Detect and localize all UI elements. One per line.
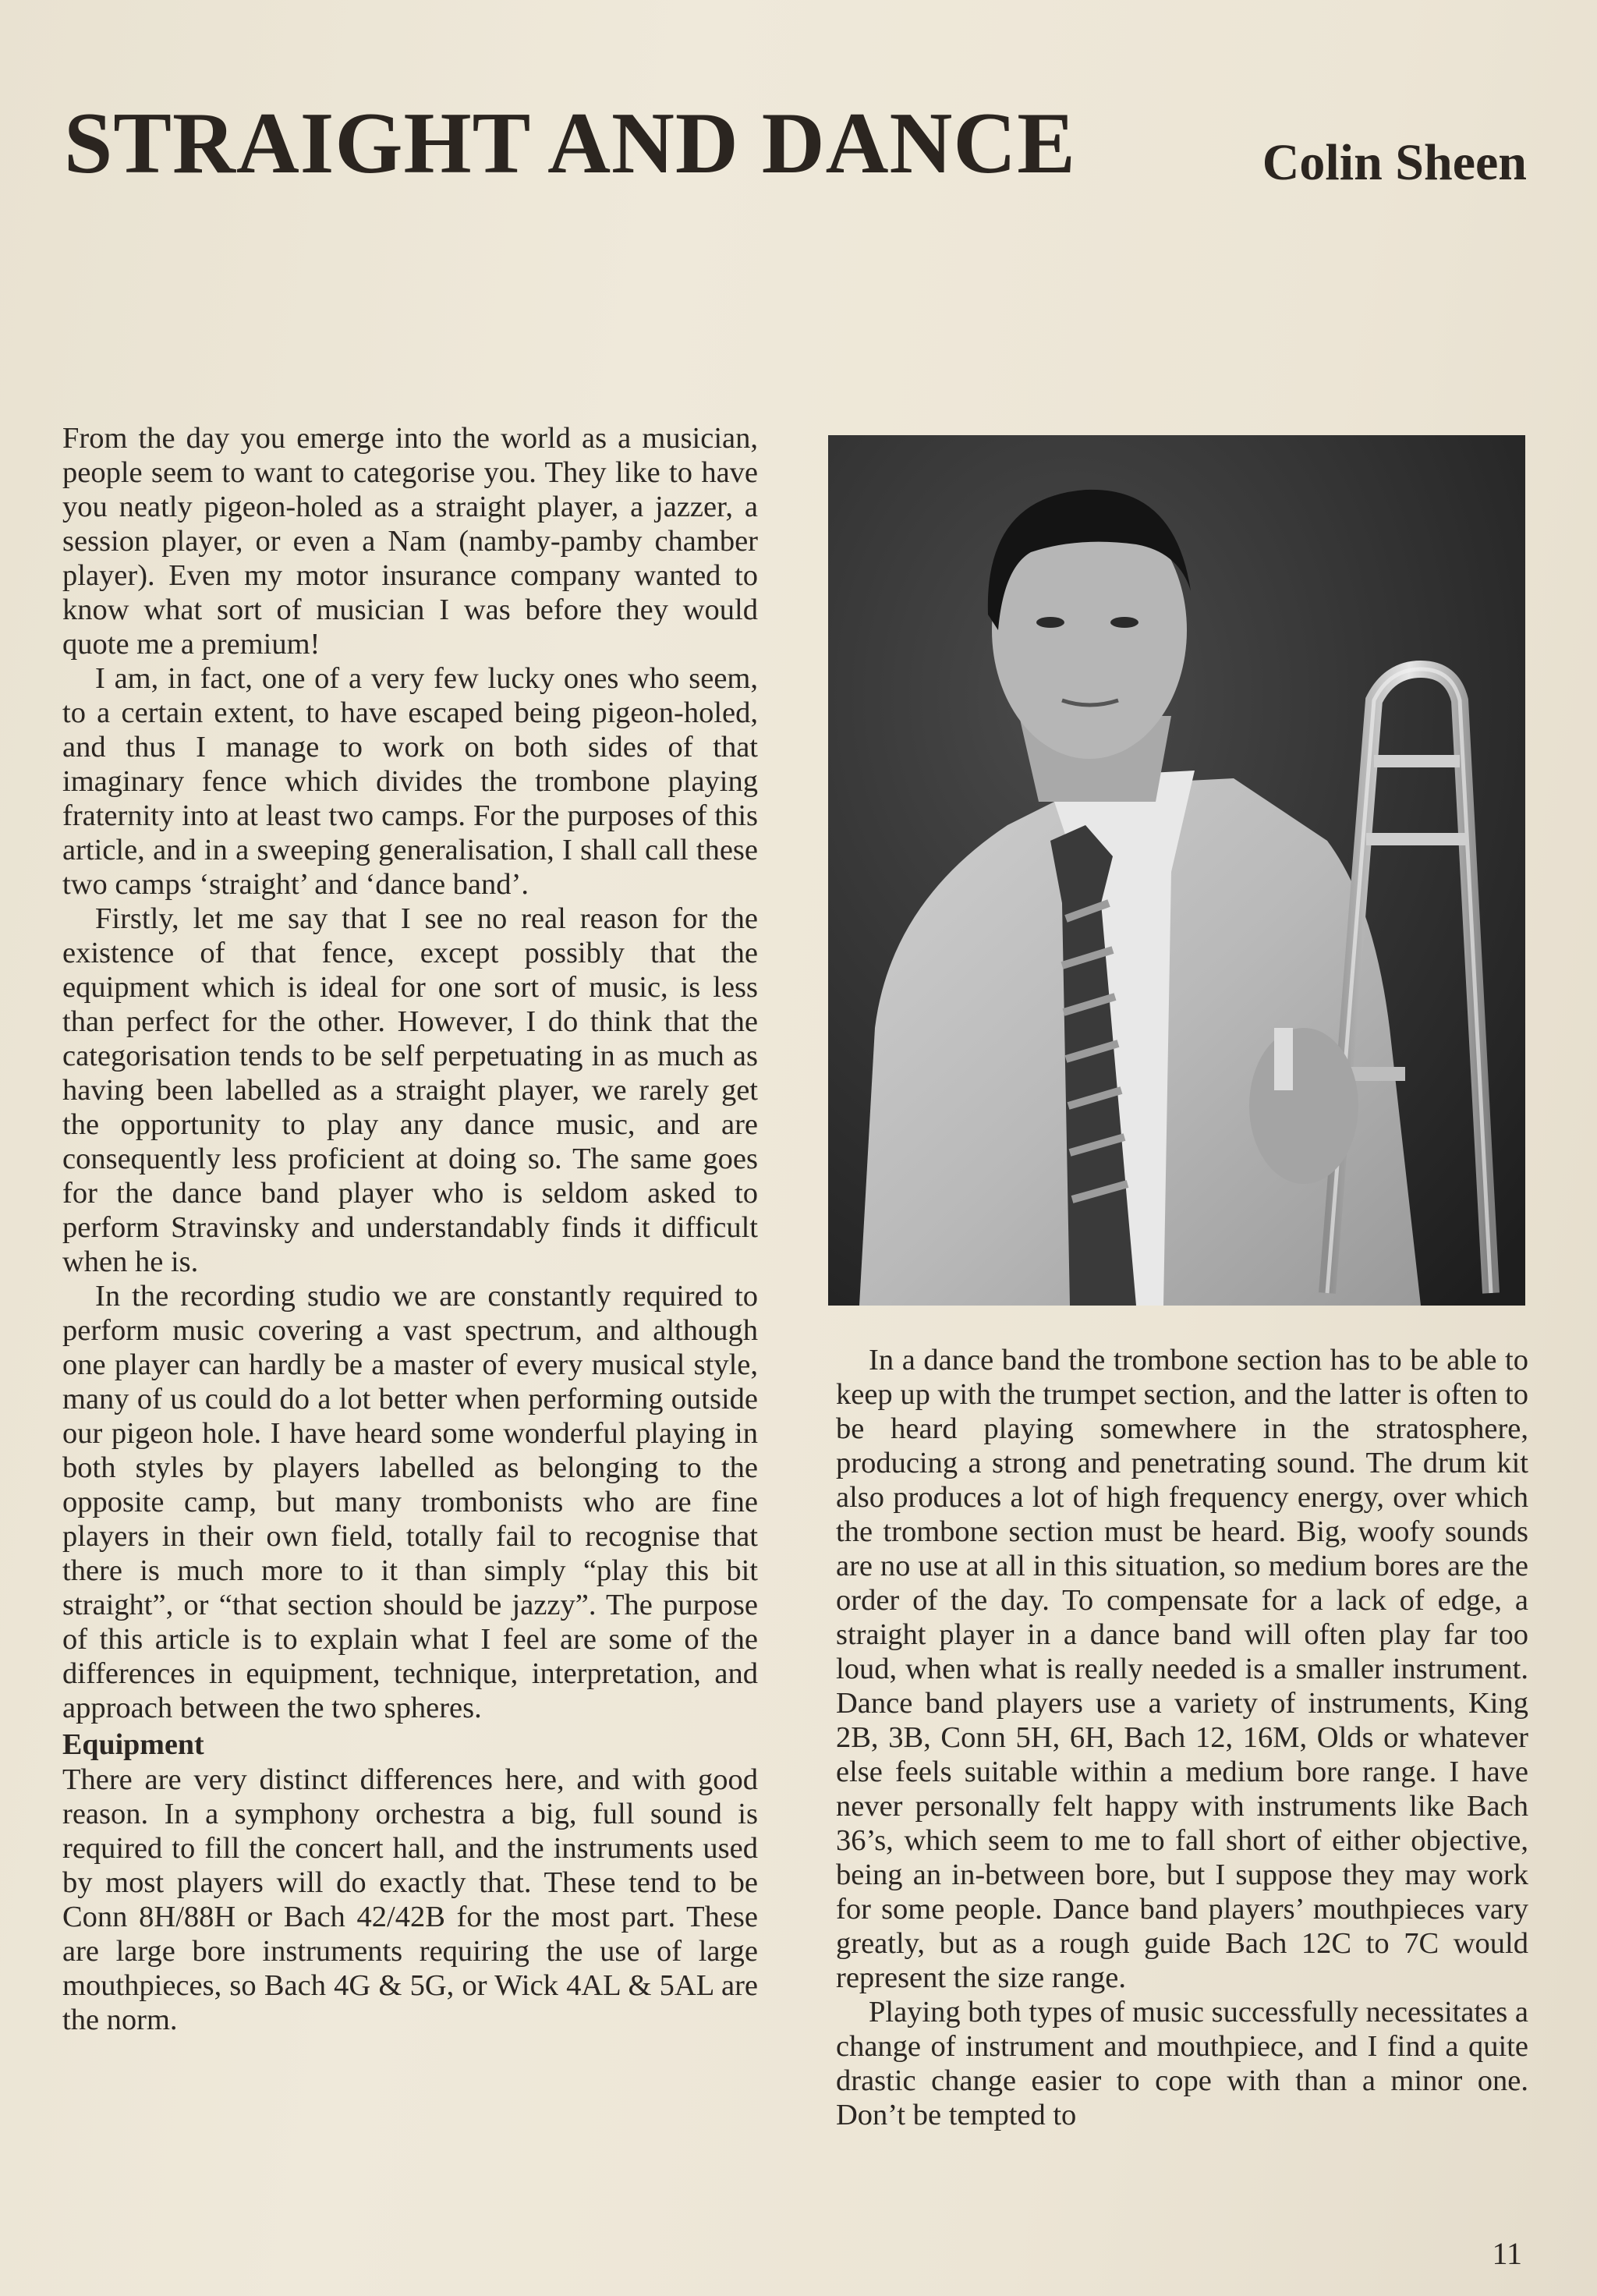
body-paragraph: In the recording studio we are constantly required to perform music covering a vast spectrum, and although one player can hardly be a master of every musical style, many of us could do a lot better when performing outside our pigeon hole. I have heard some wonderful playing in both styles by players labelled as belonging to the opposite camp, but many trombonists who are fine players in their own field, totally fail to recognise that there is much more to it than simply “play this bit straight”, or “that section should be jazzy”. The purpose of this article is to explain what I feel are some of the differences in equipment, technique, interpretation, and approach between the two spheres. [62, 1280, 758, 1724]
body-paragraph: I am, in fact, one of a very few lucky ones who seem, to a certain extent, to have escaped being pigeon-holed, and thus I manage to work on both sides of that imaginary fence which divides the trombone playing fraternity into at least two camps. For the purposes of this article, and in a sweeping generalisation, I shall call these two camps ‘straight’ and ‘dance band’. [62, 662, 758, 901]
body-paragraph: Playing both types of music successfully necessitates a change of instrument and mouthpiece, and I find a quite drastic change easier to cope with than a minor one. Don’t be tempted to [836, 1996, 1528, 2131]
body-paragraph: In a dance band the trombone section has to be able to keep up with the trumpet section, and the latter is often to be heard playing somewhere in the stratosphere, producing a strong and penetrating sound. The drum kit also produces a lot of high frequency energy, over which the trombone section must be heard. Big, woofy sounds are no use at all in this situation, so medium bores are the order of the day. To compensate for a lack of edge, a straight player in a dance band will often play far too loud, when what is really needed is a smaller instrument. Dance band players use a variety of instruments, King 2B, 3B, Conn 5H, 6H, Bach 12, 16M, Olds or whatever else feels suitable within a medium bore range. I have never personally felt happy with instruments like Bach 36’s, which seem to me to fall short of either objective, being an in-between bore, but I suppose they may work for some people. Dance band players’ mouthpieces vary greatly, but as a rough guide Bach 12C to 7C would represent the size range. [836, 1344, 1528, 1994]
article-title: STRAIGHT AND DANCE [64, 95, 1076, 192]
article-author: Colin Sheen [1262, 134, 1527, 191]
left-text-column [62, 421, 758, 2037]
body-paragraph: Firstly, let me say that I see no real reason for the existence of that fence, except possibly that the equipment which is ideal for one sort of music, is less than perfect for the other. However, I do think that the categorisation tends to be self perpetuating in as much as having been labelled as a straight player, we rarely get the opportunity to play any dance music, and are consequently less proficient at doing so. The same goes for the dance band player who is seldom asked to perform Stravinsky and understandably finds it difficult when he is. [62, 902, 758, 1278]
body-paragraph: There are very distinct differences here, and with good reason. In a symphony orchestra a big, full sound is required to fill the concert hall, and the instruments used by most players will do exactly that. These tend to be Conn 8H/88H or Bach 42/42B for the most part. These are large bore instruments requiring the use of large mouthpieces, so Bach 4G & 5G, or Wick 4AL & 5AL are the norm. [62, 1763, 758, 2036]
portrait-photo-icon [828, 435, 1525, 1306]
page-number: 11 [1492, 2236, 1522, 2271]
section-heading: Equipment [62, 1728, 204, 1761]
author-photo [828, 435, 1525, 1306]
body-paragraph: From the day you emerge into the world as a musician, people seem to want to categorise you. They like to have you neatly pigeon-holed as a straight player, a jazzer, a session player, or even a Nam (namby-pamby chamber player). Even my motor insurance company wanted to know what sort of musician I was before they would quote me a premium! [62, 422, 758, 661]
right-text-column [836, 1343, 1528, 2132]
